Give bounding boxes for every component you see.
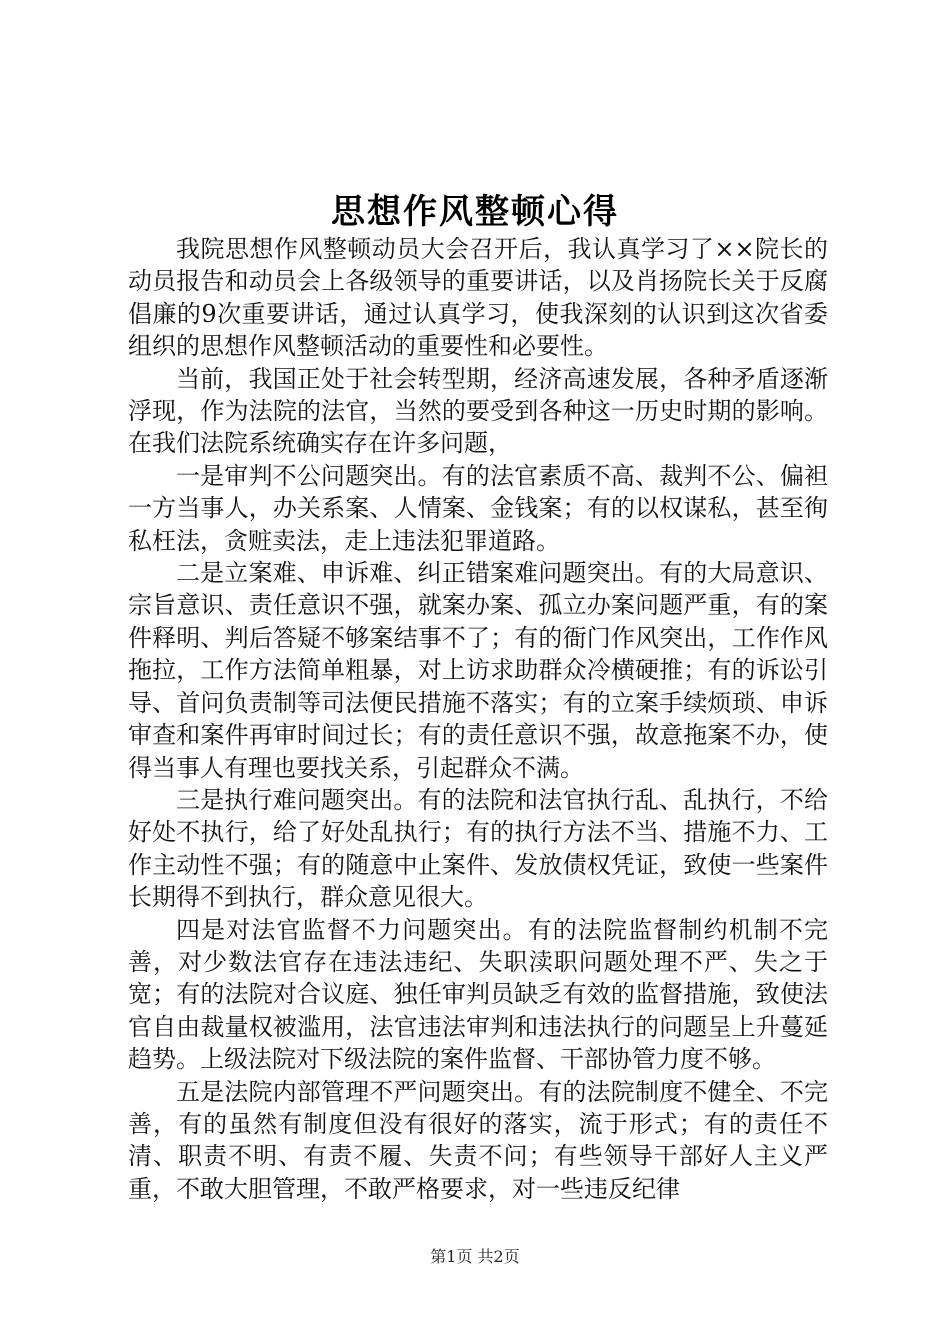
document-body bbox=[128, 233, 828, 1205]
paragraph: 四是对法官监督不力问题突出。有的法院监督制约机制不完善，对少数法官存在违法违纪、失职渎职问题处理不严、失之于宽；有的法院对合议庭、独任审判员缺乏有效的监督措施，致使法官自由裁量权被滥用，法官违法审判和违法执行的问题呈上升蔓延趋势。上级法院对下级法院的案件监督、干部协管力度不够。 bbox=[128, 915, 828, 1074]
document-title: 思想作风整顿心得 bbox=[331, 192, 619, 232]
paragraph: 我院思想作风整顿动员大会召开后，我认真学习了××院长的动员报告和动员会上各级领导的重要讲话，以及肖扬院长关于反腐倡廉的9次重要讲话，通过认真学习，使我深刻的认识到这次省委组织的思想作风整顿活动的重要性和必要性。 bbox=[128, 235, 828, 361]
paragraph: 三是执行难问题突出。有的法院和法官执行乱、乱执行，不给好处不执行，给了好处乱执行；有的执行方法不当、措施不力、工作主动性不强；有的随意中止案件、发放债权凭证，致使一些案件长期得不到执行，群众意见很大。 bbox=[128, 785, 828, 912]
paragraph: 当前，我国正处于社会转型期，经济高速发展，各种矛盾逐渐浮现，作为法院的法官，当然的要受到各种这一历史时期的影响。在我们法院系统确实存在许多问题， bbox=[128, 364, 828, 458]
paragraph: 五是法院内部管理不严问题突出。有的法院制度不健全、不完善，有的虽然有制度但没有很好的落实，流于形式；有的责任不清、职责不明、有责不履、失责不问；有些领导干部好人主义严重，不敢大胆管理，不敢严格要求，对一些违反纪律 bbox=[128, 1077, 828, 1203]
paragraph: 一是审判不公问题突出。有的法官素质不高、裁判不公、偏袒一方当事人，办关系案、人情案、金钱案；有的以权谋私，甚至徇私枉法，贪赃卖法，走上违法犯罪道路。 bbox=[128, 461, 828, 555]
paragraph: 二是立案难、申诉难、纠正错案难问题突出。有的大局意识、宗旨意识、责任意识不强，就案办案、孤立办案问题严重，有的案件释明、判后答疑不够案结事不了；有的衙门作风突出，工作作风拖拉，工作方法简单粗暴，对上访求助群众冷横硬推；有的诉讼引导、首问负责制等司法便民措施不落实；有的立案手续烦琐、申诉审查和案件再审时间过长；有的责任意识不强，故意拖案不办，使得当事人有理也要找关系，引起群众不满。 bbox=[128, 559, 828, 782]
page-footer: 第1页 共2页 bbox=[430, 1247, 520, 1266]
